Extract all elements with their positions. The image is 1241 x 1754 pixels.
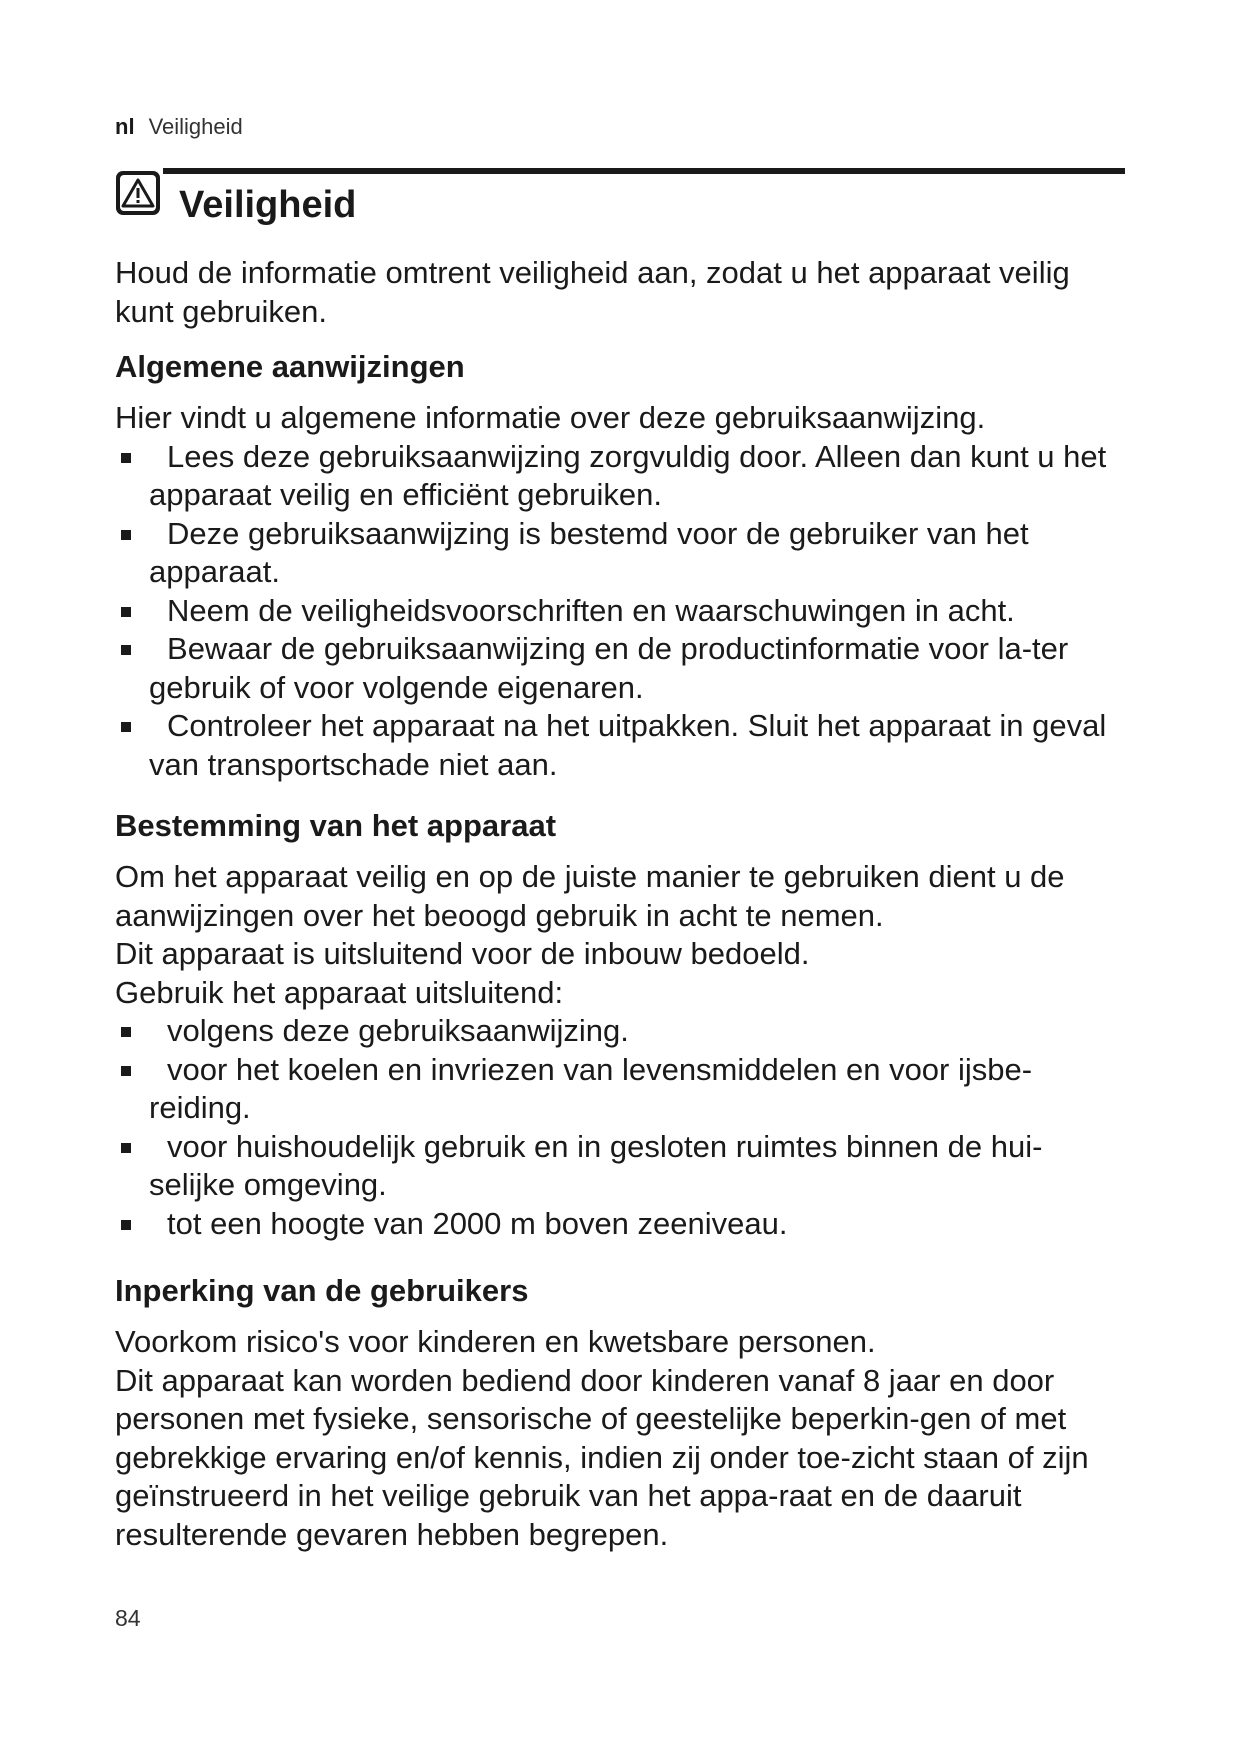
general-bullet-list bbox=[115, 438, 1125, 785]
chapter-heading bbox=[115, 168, 1125, 234]
list-item: volgens deze gebruiksaanwijzing. bbox=[115, 1012, 1125, 1051]
bullet-square-icon bbox=[121, 1220, 131, 1230]
section-intended-use bbox=[115, 806, 1125, 1243]
bullet-square-icon bbox=[121, 607, 131, 617]
language-code: nl bbox=[115, 114, 135, 139]
user-restriction-para-1: Voorkom risico's voor kinderen en kwetsbare personen. bbox=[115, 1324, 876, 1359]
running-header-section: Veiligheid bbox=[148, 114, 243, 139]
list-item: tot een hoogte van 2000 m boven zeeniveau. bbox=[115, 1205, 1125, 1244]
page-number: 84 bbox=[115, 1605, 141, 1631]
warning-triangle-icon bbox=[115, 170, 161, 216]
bullet-square-icon bbox=[121, 1027, 131, 1037]
bullet-square-icon bbox=[121, 1066, 131, 1076]
general-intro-text: Hier vindt u algemene informatie over deze gebruiksaanwijzing. bbox=[115, 400, 986, 435]
running-header bbox=[115, 112, 243, 142]
list-item: Neem de veiligheidsvoorschriften en waarschuwingen in acht. bbox=[115, 592, 1125, 631]
intro-paragraph: Houd de informatie omtrent veiligheid aan, zodat u het apparaat veilig kunt gebruiken. bbox=[115, 255, 1070, 329]
manual-page bbox=[115, 0, 1125, 1754]
section-general bbox=[115, 347, 1125, 784]
list-item: Lees deze gebruiksaanwijzing zorgvuldig door. Alleen dan kunt u het apparaat veilig en efficiënt gebruiken. bbox=[115, 438, 1125, 515]
section-user-restriction bbox=[115, 1271, 1125, 1554]
intended-use-para-3: Gebruik het apparaat uitsluitend: bbox=[115, 974, 564, 1010]
intended-use-bullet-list bbox=[115, 1012, 1125, 1243]
chapter-rule bbox=[163, 168, 1125, 174]
list-item: voor het koelen en invriezen van levensmiddelen en voor ijsbe-reiding. bbox=[115, 1051, 1125, 1128]
list-item: Controleer het apparaat na het uitpakken. Sluit het apparaat in geval van transportschade niet aan. bbox=[115, 707, 1125, 784]
bullet-square-icon bbox=[121, 722, 131, 732]
chapter-title: Veiligheid bbox=[179, 184, 357, 226]
section-heading-intended-use: Bestemming van het apparaat bbox=[115, 808, 557, 843]
list-item: Bewaar de gebruiksaanwijzing en de productinformatie voor la-ter gebruik of voor volgende eigenaren. bbox=[115, 630, 1125, 707]
intended-use-para-2: Dit apparaat is uitsluitend voor de inbouw bedoeld. bbox=[115, 936, 810, 971]
page-content bbox=[115, 254, 1125, 1554]
list-item: Deze gebruiksaanwijzing is bestemd voor de gebruiker van het apparaat. bbox=[115, 515, 1125, 592]
intended-use-para-1: Om het apparaat veilig en op de juiste manier te gebruiken dient u de aanwijzingen over het beoogd gebruik in acht te nemen. bbox=[115, 859, 1065, 933]
bullet-square-icon bbox=[121, 530, 131, 540]
list-item: voor huishoudelijk gebruik en in gesloten ruimtes binnen de hui-selijke omgeving. bbox=[115, 1128, 1125, 1205]
bullet-square-icon bbox=[121, 1143, 131, 1153]
bullet-square-icon bbox=[121, 645, 131, 655]
user-restriction-para-2: Dit apparaat kan worden bediend door kinderen vanaf 8 jaar en door personen met fysieke, sensorische of geestelijke beperkin-gen of met gebrekkige ervaring en/of kennis, indien zij onder toe-zicht staan of zijn geïnstrueerd in het veilige gebruik van het appa-raat en de daaruit resulterende gevaren hebben begrepen. bbox=[115, 1362, 1089, 1552]
section-heading-user-restriction: Inperking van de gebruikers bbox=[115, 1273, 529, 1308]
bullet-square-icon bbox=[121, 453, 131, 463]
section-heading-general: Algemene aanwijzingen bbox=[115, 349, 465, 384]
